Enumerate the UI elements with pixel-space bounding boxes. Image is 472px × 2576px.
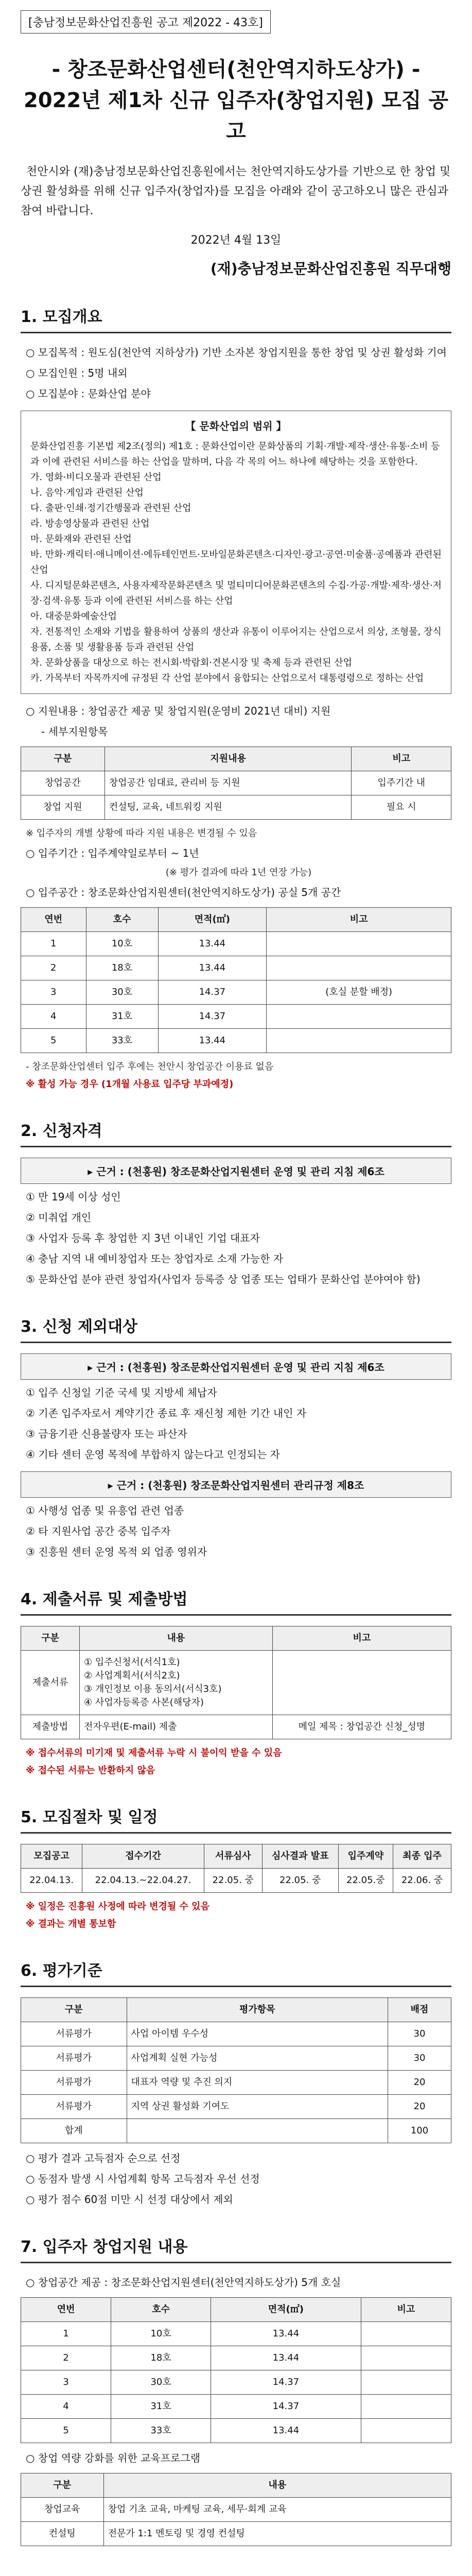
table-row xyxy=(21,1651,451,1715)
eligibility-item: ② 미취업 개인 xyxy=(26,1211,92,1224)
table-cell xyxy=(267,932,451,956)
evaluation-note: ○ 평가 결과 고득점자 순으로 선정 xyxy=(26,2152,181,2164)
table-cell: 20 xyxy=(388,2095,451,2119)
table-header: 연번 xyxy=(21,2298,111,2322)
table-cell xyxy=(361,2419,451,2443)
room-table xyxy=(21,2297,451,2443)
table-cell xyxy=(361,2370,451,2395)
table-header: 비고 xyxy=(267,908,451,932)
table-cell: 5 xyxy=(21,1029,86,1053)
exclusion-item: ① 사행성 업종 및 유흥업 관련 업종 xyxy=(26,1504,184,1517)
table-header: 접수기간 xyxy=(82,1844,204,1869)
table-cell: 30 xyxy=(388,2046,451,2071)
education-heading: ○ 창업 역량 강화를 위한 교육프로그램 xyxy=(26,2452,201,2464)
box-line: 나. 음악·게임과 관련된 산업 xyxy=(30,487,144,498)
box-line: 바. 만화·캐릭터·애니메이션·에듀테인먼트·모바일문화콘텐츠·디자인·광고·공연·미술품·공예품과 관련된 산업 xyxy=(30,549,442,575)
support-detail: ○ 지원내용 : 창업공간 제공 및 창업지원(운영비 2021년 대비) 지원 xyxy=(26,705,331,717)
table-header: 구분 xyxy=(21,2473,104,2498)
section-1-heading: 1. 모집개요 xyxy=(21,304,451,333)
table-row xyxy=(21,2370,451,2395)
box-line: 가. 영화·비디오물과 관련된 산업 xyxy=(30,472,162,483)
table-row xyxy=(21,771,451,795)
table-header: 모집공고 xyxy=(21,1844,82,1869)
table-cell: 13.44 xyxy=(158,1029,267,1053)
table-cell: 4 xyxy=(21,1005,86,1029)
table-cell: 33호 xyxy=(86,1029,158,1053)
box-line: 라. 방송영상물과 관련된 산업 xyxy=(30,518,150,529)
table-cell: 22.04.13.~22.04.27. xyxy=(82,1869,204,1893)
table-row xyxy=(21,1029,451,1053)
evaluation-note: ○ 평가 점수 60점 미만 시 선정 대상에서 제외 xyxy=(26,2193,233,2206)
support-note: ※ 입주자의 개별 상황에 따라 지원 내용은 변경될 수 있음 xyxy=(26,828,257,839)
table-header: 구분 xyxy=(21,1626,80,1651)
schedule-note: ※ 결과는 개별 통보함 xyxy=(26,1919,116,1929)
documents-note: ※ 접수된 서류는 반환하지 않음 xyxy=(26,1765,155,1776)
exclusion-item: ② 타 지원사업 공간 중복 입주자 xyxy=(26,1525,171,1537)
table-row xyxy=(21,2022,451,2046)
table-cell: 사업 아이템 우수성 xyxy=(127,2022,388,2046)
box-line: 카. 가목부터 자목까지에 규정된 각 산업 분야에서 융합되는 산업으로서 대통령령으로 정하는 산업 xyxy=(30,673,424,684)
table-cell: (호실 분할 배정) xyxy=(267,980,451,1005)
table-cell xyxy=(361,2322,451,2346)
space-footnote: - 창조문화산업센터 입주 후에는 천안시 창업공간 이용료 없음 xyxy=(26,1061,274,1072)
table-cell: 4 xyxy=(21,2395,111,2419)
table-header: 비고 xyxy=(361,2298,451,2322)
table-cell: 3 xyxy=(21,2370,111,2395)
table-cell: 31호 xyxy=(111,2395,211,2419)
occupancy-space: ○ 입주공간 : 창조문화산업지원센터(천안역지하도상가) 공실 5개 공간 xyxy=(26,886,341,899)
table-cell: 33호 xyxy=(111,2419,211,2443)
table-cell: 22.05. 중 xyxy=(262,1869,338,1893)
table-cell xyxy=(127,2119,388,2143)
table-cell: 필요 시 xyxy=(352,795,451,820)
announcement-number: [충남정보문화산업진흥원 공고 제2022 - 43호] xyxy=(21,10,271,33)
table-cell xyxy=(267,1005,451,1029)
schedule-note: ※ 일정은 진흥원 사정에 따라 변경될 수 있음 xyxy=(26,1901,209,1912)
table-cell: 13.44 xyxy=(158,932,267,956)
eligibility-item: ③ 사업자 등록 후 창업한 지 3년 이내인 기업 대표자 xyxy=(26,1232,260,1244)
space-footnote: ※ 활성 가능 경우 (1개월 사용료 입주당 부과예정) xyxy=(26,1079,234,1090)
support-detail-sub: - 세부지원항목 xyxy=(41,725,108,738)
table-header: 내용 xyxy=(103,2473,451,2498)
box-title: 【 문화산업의 범위 】 xyxy=(185,420,287,432)
table-cell: 22.05. 중 xyxy=(204,1869,262,1893)
section-6-heading: 6. 평가기준 xyxy=(21,1958,451,1987)
table-cell: 100 xyxy=(388,2119,451,2143)
table-row xyxy=(21,2522,451,2546)
table-cell: 31호 xyxy=(86,1005,158,1029)
table-cell: 22.05.중 xyxy=(338,1869,393,1893)
space-table xyxy=(21,907,451,1053)
table-cell: 서류평가 xyxy=(21,2071,127,2095)
table-cell: 1 xyxy=(21,932,86,956)
table-cell: 1 xyxy=(21,2322,111,2346)
document-title xyxy=(21,54,451,147)
section-3-heading: 3. 신청 제외대상 xyxy=(21,1314,451,1343)
table-cell: 대표자 역량 및 추진 의지 xyxy=(127,2071,388,2095)
intro-text: 천안시와 (재)충남정보문화산업진흥원에서는 천안역지하도상가를 기반으로 한 창업 및 상권 활성화를 위해 신규 입주자(창업자)를 모집을 아래와 같이 공고하오니 많은 관심과 참여 바랍니다. xyxy=(21,165,451,217)
occupancy-period: ○ 입주기간 : 입주계약일로부터 ~ 1년 xyxy=(26,847,199,859)
issuing-organization: (재)충남정보문화산업진흥원 직무대행 xyxy=(210,260,451,277)
section-8-heading xyxy=(21,2572,451,2576)
sec1-item: ○ 모집인원 : 5명 내외 xyxy=(26,367,128,379)
table-cell: 10호 xyxy=(111,2322,211,2346)
table-cell: 2 xyxy=(21,2346,111,2370)
section-4-heading: 4. 제출서류 및 제출방법 xyxy=(21,1586,451,1616)
exclusion-item: ③ 금융기관 신용불량자 또는 파산자 xyxy=(26,1428,187,1440)
table-header: 비고 xyxy=(352,747,451,771)
table-cell: 22.06. 중 xyxy=(393,1869,451,1893)
box-line: 마. 문화재와 관련된 산업 xyxy=(30,534,132,545)
table-row xyxy=(21,1869,451,1893)
table-cell: 30호 xyxy=(111,2370,211,2395)
table-cell: 5 xyxy=(21,2419,111,2443)
documents-note: ※ 접수서류의 미기재 및 제출서류 누락 시 불이익 받을 수 있음 xyxy=(26,1748,282,1758)
culture-industry-box xyxy=(21,411,451,694)
box-line: 다. 출판·인쇄·정기간행물과 관련된 산업 xyxy=(30,503,191,514)
table-cell: 합계 xyxy=(21,2119,127,2143)
schedule-table xyxy=(21,1844,451,1893)
table-cell: 14.37 xyxy=(211,2395,361,2419)
table-row xyxy=(21,956,451,980)
table-cell xyxy=(272,1651,451,1715)
exclusion-item: ① 입주 신청일 기준 국세 및 지방세 체납자 xyxy=(26,1386,217,1399)
table-cell: 13.44 xyxy=(211,2322,361,2346)
table-header: 심사결과 발표 xyxy=(262,1844,338,1869)
table-cell: 전자우편(E-mail) 제출 xyxy=(80,1715,273,1739)
table-cell: 창업교육 xyxy=(21,2498,104,2522)
table-cell: 입주기간 내 xyxy=(352,771,451,795)
box-line: 문화산업진흥 기본법 제2조(정의) 제1호 : 문화산업이란 문화상품의 기획·개발·제작·생산·유통·소비 등과 이에 관련된 서비스를 하는 산업을 말하며, 다음 각 목의 어느 하나에 해당하는 것을 포함한다. xyxy=(30,441,440,467)
table-header: 서류심사 xyxy=(204,1844,262,1869)
section-5-heading: 5. 모집절차 및 일정 xyxy=(21,1804,451,1834)
table-cell: 컨설팅 xyxy=(21,2522,104,2546)
table-cell: 제출방법 xyxy=(21,1715,80,1739)
table-row xyxy=(21,932,451,956)
announcement-date: 2022년 4월 13일 xyxy=(190,234,282,247)
table-header: 구분 xyxy=(21,747,105,771)
table-cell: 30호 xyxy=(86,980,158,1005)
table-cell: 18호 xyxy=(86,956,158,980)
table-row xyxy=(21,1715,451,1739)
exclusion-item: ② 기존 입주자로서 계약기간 종료 후 재신청 제한 기간 내인 자 xyxy=(26,1407,307,1419)
legal-basis-banner: ▸ 근거 : (천홍원) 창조문화산업지원센터 운영 및 관리 지침 제6조 xyxy=(21,1353,451,1380)
table-cell: 서류평가 xyxy=(21,2095,127,2119)
table-row xyxy=(21,2346,451,2370)
table-cell xyxy=(361,2395,451,2419)
table-header: 구분 xyxy=(21,1998,127,2022)
table-cell: 사업계획 실현 가능성 xyxy=(127,2046,388,2071)
exclusion-item: ③ 진흥원 센터 운영 목적 외 업종 영위자 xyxy=(26,1546,207,1558)
evaluation-table xyxy=(21,1997,451,2143)
table-row xyxy=(21,2119,451,2143)
eligibility-item: ④ 충남 지역 내 예비창업자 또는 창업자로 소재 가능한 자 xyxy=(26,1252,284,1265)
table-cell: 14.37 xyxy=(211,2370,361,2395)
table-header: 면적(㎡) xyxy=(211,2298,361,2322)
table-cell: 13.44 xyxy=(211,2346,361,2370)
table-cell xyxy=(267,956,451,980)
legal-basis-banner: ▸ 근거 : (천홍원) 창조문화산업지원센터 운영 및 관리 지침 제6조 xyxy=(21,1158,451,1184)
table-row xyxy=(21,2498,451,2522)
evaluation-note: ○ 동점자 발생 시 사업계획 항목 고득점자 우선 선정 xyxy=(26,2173,260,2185)
table-cell: 컨설팅, 교육, 네트워킹 지원 xyxy=(104,795,352,820)
box-line: 사. 디지털문화콘텐츠, 사용자제작문화콘텐츠 및 멀티미디어문화콘텐츠의 수집·가공·개발·제작·생산·저장·검색·유통 등과 이에 관련된 서비스를 하는 산업 xyxy=(30,580,442,606)
table-cell: 13.44 xyxy=(211,2419,361,2443)
table-row xyxy=(21,2095,451,2119)
table-header: 평가항목 xyxy=(127,1998,388,2022)
occupancy-period-note: (※ 평가 결과에 따라 1년 연장 가능) xyxy=(165,867,312,878)
table-cell: 서류평가 xyxy=(21,2022,127,2046)
eligibility-item: ⑤ 문화산업 분야 관련 창업자(사업자 등록증 상 업종 또는 업태가 문화산업 분야여야 함) xyxy=(26,1273,421,1285)
sec1-item: ○ 모집목적 : 원도심(천안역 지하상가) 기반 소자본 창업지원을 통한 창업 및 상권 활성화 기여 xyxy=(26,346,447,359)
table-header: 입주계약 xyxy=(338,1844,393,1869)
table-row xyxy=(21,2322,451,2346)
table-cell xyxy=(267,1029,451,1053)
box-line: 차. 문화상품을 대상으로 하는 전시회·박람회·견본시장 및 축제 등과 관련된 산업 xyxy=(30,657,353,668)
documents-table xyxy=(21,1626,451,1739)
table-cell: 10호 xyxy=(86,932,158,956)
table-cell: 창업 기초 교육, 마케팅 교육, 세무·회계 교육 xyxy=(103,2498,451,2522)
table-cell: 22.04.13. xyxy=(21,1869,82,1893)
table-header: 내용 xyxy=(80,1626,273,1651)
table-row xyxy=(21,795,451,820)
table-cell: 2 xyxy=(21,956,86,980)
table-header: 비고 xyxy=(272,1626,451,1651)
table-row xyxy=(21,980,451,1005)
eligibility-item: ① 만 19세 이상 성인 xyxy=(26,1191,121,1203)
table-row xyxy=(21,2071,451,2095)
box-line: 아. 대중문화예술산업 xyxy=(30,611,117,622)
title-line-1: - 창조문화산업센터(천안역지하도상가) - xyxy=(51,58,421,81)
table-row xyxy=(21,2419,451,2443)
table-row xyxy=(21,1005,451,1029)
table-header: 호수 xyxy=(86,908,158,932)
table-cell: 지역 상권 활성화 기여도 xyxy=(127,2095,388,2119)
table-cell: 18호 xyxy=(111,2346,211,2370)
sec1-item: ○ 모집분야 : 문화산업 분야 xyxy=(26,387,151,400)
announcement-document xyxy=(21,10,451,2576)
table-header: 연번 xyxy=(21,908,86,932)
table-cell: 13.44 xyxy=(158,956,267,980)
exclusion-item: ④ 기타 센터 운영 목적에 부합하지 않는다고 인정되는 자 xyxy=(26,1448,280,1461)
table-cell: 창업 지원 xyxy=(21,795,105,820)
table-cell: 창업공간 xyxy=(21,771,105,795)
section-7-heading: 7. 입주자 창업지원 내용 xyxy=(21,2234,451,2263)
table-cell: 메일 제목 : 창업공간 신청_성명 xyxy=(272,1715,451,1739)
table-header: 호수 xyxy=(111,2298,211,2322)
table-cell: 전문가 1:1 멘토링 및 경영 컨설팅 xyxy=(103,2522,451,2546)
table-header: 배점 xyxy=(388,1998,451,2022)
support-table xyxy=(21,747,451,820)
table-row xyxy=(21,2395,451,2419)
table-cell: 14.37 xyxy=(158,1005,267,1029)
legal-basis-banner: ▸ 근거 : (천홍원) 창조문화산업지원센터 관리규정 제8조 xyxy=(21,1471,451,1498)
table-row xyxy=(21,2046,451,2071)
table-cell: 14.37 xyxy=(158,980,267,1005)
table-cell: 20 xyxy=(388,2071,451,2095)
box-line: 자. 전통적인 소재와 기법을 활용하여 상품의 생산과 유통이 이루어지는 산업으로서 의상, 조형물, 장식용품, 소품 및 생활용품 등과 관련된 산업 xyxy=(30,626,442,653)
title-line-2: 2022년 제1차 신규 입주자(창업지원) 모집 공고 xyxy=(24,89,448,143)
table-cell: ① 입주신청서(서식1호) ② 사업계획서(서식2호) ③ 개인정보 이용 동의서(서식3호) ④ 사업자등록증 사본(해당자) xyxy=(80,1651,273,1715)
table-header: 최종 입주 xyxy=(393,1844,451,1869)
section-2-heading: 2. 신청자격 xyxy=(21,1118,451,1147)
table-header: 면적(㎡) xyxy=(158,908,267,932)
support-item: ○ 창업공간 제공 : 창조문화산업지원센터(천안역지하도상가) 5개 호실 xyxy=(26,2276,341,2289)
education-table xyxy=(21,2473,451,2546)
table-cell: 30 xyxy=(388,2022,451,2046)
table-header: 지원내용 xyxy=(104,747,352,771)
table-cell: 3 xyxy=(21,980,86,1005)
table-cell: 제출서류 xyxy=(21,1651,80,1715)
table-cell: 서류평가 xyxy=(21,2046,127,2071)
table-cell xyxy=(361,2346,451,2370)
table-cell: 창업공간 임대료, 관리비 등 지원 xyxy=(104,771,352,795)
